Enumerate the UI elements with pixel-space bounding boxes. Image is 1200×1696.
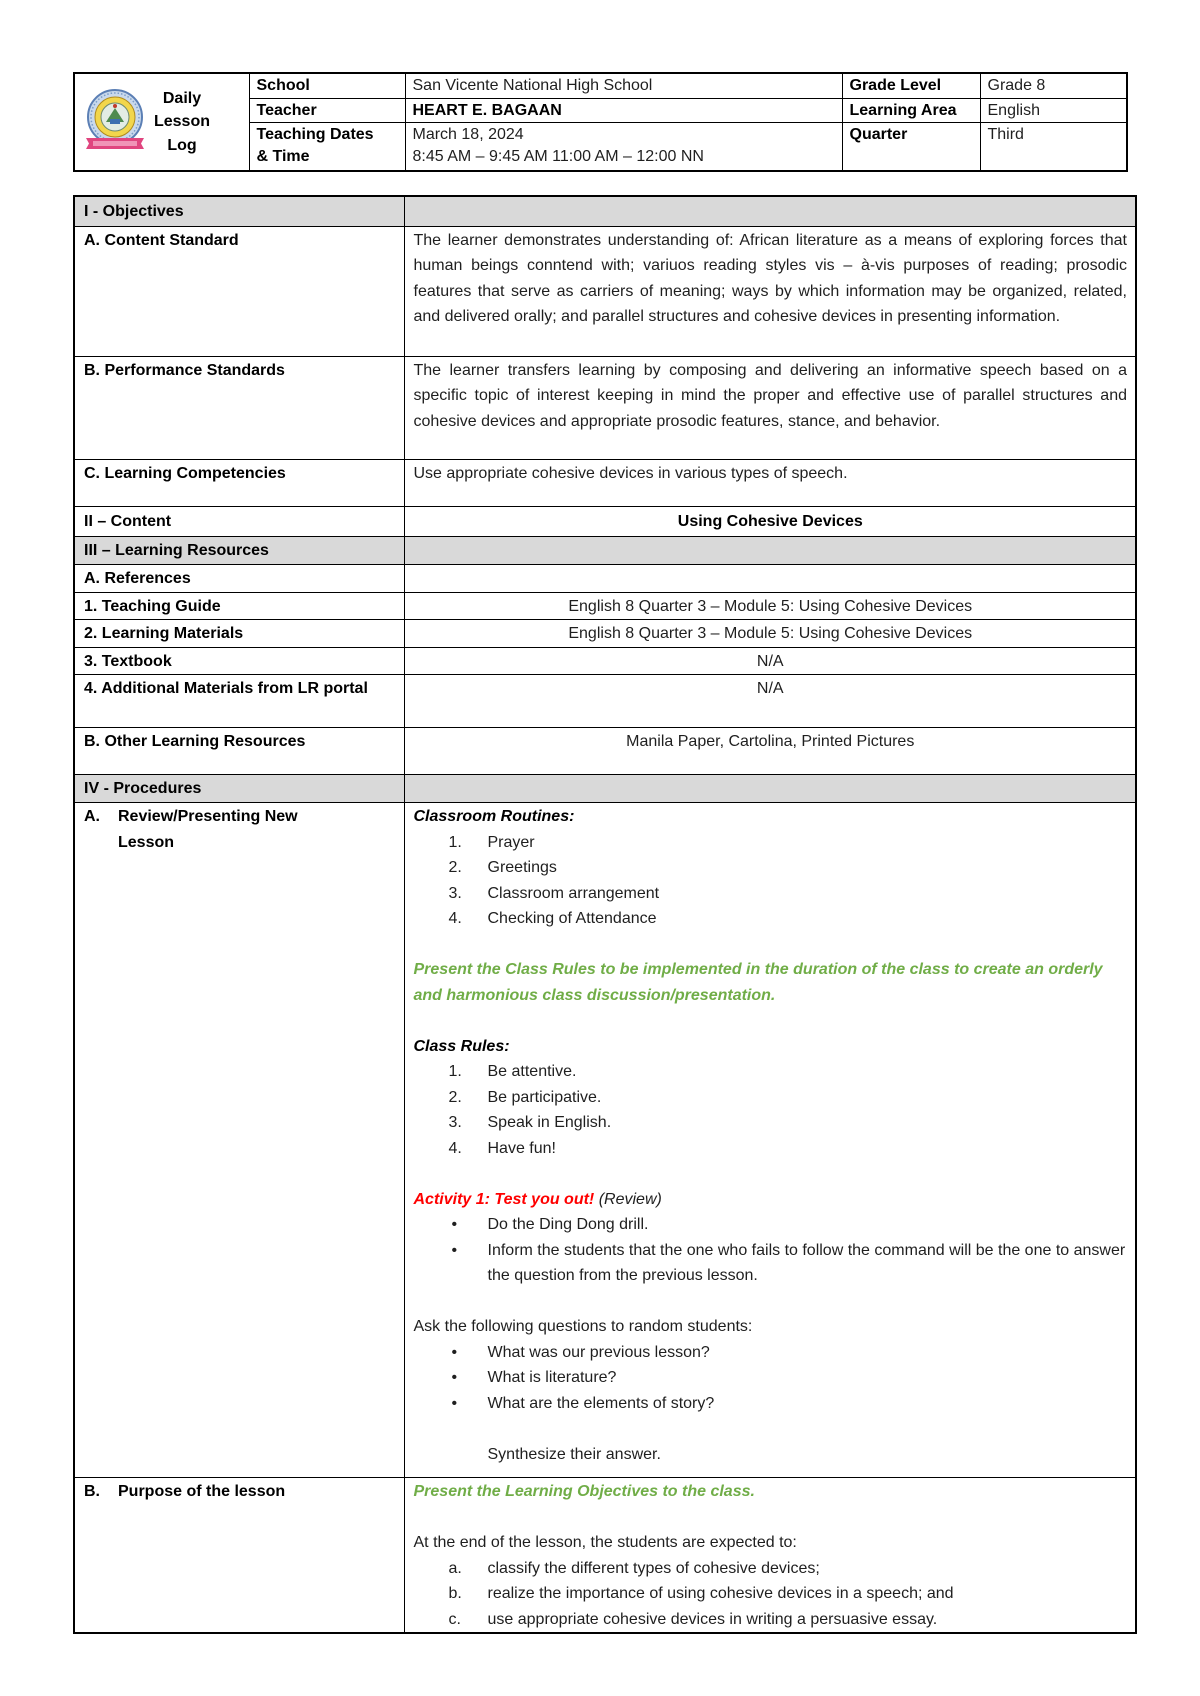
bullet-text: What are the elements of story?: [487, 1394, 715, 1412]
content-standard-text: The learner demonstrates understanding of: African literature as a means of exploring forces that human beings conntend with; variuos reading styles vis – à-vis purposes of reading; prosodic features that serve as carriers of meaning; ways by which information may be organized, related, and delivered orally; and parallel structures and cohesive devices in presenting information.: [404, 226, 1136, 356]
performance-standards-text: The learner transfers learning by composing and delivering an informative speech based on a specific topic of interest keeping in mind the proper and effective use of parallel structures and cohesive devices and appropriate prosodic features, stance, and behavior.: [404, 356, 1136, 459]
bullet-item: [414, 1391, 1128, 1417]
lesson-plan-table: [73, 195, 1137, 1634]
content-standard-row: [74, 226, 1136, 356]
school-value: San Vicente National High School: [405, 73, 842, 98]
content-topic: Using Cohesive Devices: [404, 506, 1136, 536]
grade-level-value: Grade 8: [980, 73, 1127, 98]
bullet-icon: [414, 1238, 488, 1289]
list-text: Speak in English.: [487, 1114, 612, 1131]
blank-line: [414, 1008, 1128, 1034]
grade-level-label: Grade Level: [842, 73, 980, 98]
blank-line: [414, 1416, 1128, 1442]
list-text: Be attentive.: [487, 1063, 577, 1080]
procedures-heading: IV - Procedures: [74, 775, 404, 803]
objectives-heading: I - Objectives: [74, 196, 404, 226]
list-text: Prayer: [487, 833, 535, 851]
review-label: [84, 804, 396, 855]
additional-materials-label: 4. Additional Materials from LR portal: [74, 675, 404, 728]
learning-area-value: English: [980, 98, 1127, 122]
section-fill-cell: [404, 775, 1136, 803]
daily-lesson-log-title: [149, 87, 215, 158]
procedures-section-row: [74, 775, 1136, 803]
performance-standards-label: B. Performance Standards: [74, 356, 404, 459]
purpose-row: [74, 1478, 1136, 1634]
list-item: [414, 855, 1128, 881]
list-item: [414, 1556, 1128, 1582]
list-item: [414, 1581, 1128, 1607]
school-seal-icon: [84, 89, 146, 155]
bullet-text: Do the Ding Dong drill.: [487, 1216, 649, 1233]
activity-tag: (Review): [598, 1190, 662, 1208]
bullet-icon: [414, 1365, 488, 1391]
teaching-guide-label: 1. Teaching Guide: [74, 592, 404, 620]
list-item: [414, 1110, 1128, 1136]
purpose-note: Present the Learning Objectives to the class.: [413, 1483, 755, 1500]
review-content-cell: [404, 803, 1136, 1478]
list-item: [414, 830, 1128, 856]
purpose-intro: At the end of the lesson, the students are expected to:: [413, 1534, 797, 1551]
additional-materials-row: [74, 675, 1136, 728]
bullet-icon: [414, 1340, 488, 1366]
teacher-label: Teacher: [249, 98, 405, 122]
list-text: classify the different types of cohesive devices;: [487, 1559, 820, 1577]
closing-instruction: Synthesize their answer.: [487, 1445, 661, 1463]
procedure-title: Review/Presenting New Lesson: [118, 808, 298, 851]
class-rules-note: Present the Class Rules to be implemented in the duration of the class to create an orderly and harmonious class discussion/presentation.: [413, 961, 1103, 1004]
logo-title-cell: [74, 73, 249, 171]
learning-materials-label: 2. Learning Materials: [74, 620, 404, 648]
list-item: [414, 881, 1128, 907]
teaching-dates-label-line: & Time: [256, 147, 310, 165]
blank-line: [414, 932, 1128, 958]
list-text: use appropriate cohesive devices in writing a persuasive essay.: [487, 1610, 938, 1628]
teaching-date: March 18, 2024: [412, 125, 524, 143]
list-marker: b.: [448, 1585, 462, 1602]
list-text: Checking of Attendance: [487, 910, 657, 927]
list-marker: 2.: [448, 1088, 462, 1106]
learning-competencies-text: Use appropriate cohesive devices in various types of speech.: [404, 459, 1136, 506]
learning-competencies-label: C. Learning Competencies: [74, 459, 404, 506]
list-text: Greetings: [487, 859, 557, 876]
class-rules-title: Class Rules:: [413, 1037, 510, 1055]
activity-heading: [414, 1187, 1128, 1213]
list-item: [414, 1085, 1128, 1111]
routines-title: Classroom Routines:: [413, 808, 575, 825]
list-marker: 1.: [448, 833, 462, 851]
title-line: Daily: [162, 89, 202, 107]
learning-resources-heading: III – Learning Resources: [74, 536, 404, 564]
content-standard-label: A. Content Standard: [74, 226, 404, 356]
procedure-title: Purpose of the lesson: [118, 1483, 286, 1500]
performance-standards-row: [74, 356, 1136, 459]
bullet-item: [414, 1212, 1128, 1238]
quarter-value: Third: [980, 122, 1127, 171]
procedure-marker: B.: [84, 1483, 100, 1500]
section-fill-cell: [404, 536, 1136, 564]
bullet-item: [414, 1238, 1128, 1289]
teaching-time: 8:45 AM – 9:45 AM 11:00 AM – 12:00 NN: [412, 147, 704, 165]
other-resources-value: Manila Paper, Cartolina, Printed Pictures: [404, 728, 1136, 775]
list-marker: 4.: [448, 1139, 462, 1157]
section-fill-cell: [404, 196, 1136, 226]
bullet-icon: [414, 1212, 488, 1238]
blank-line: [414, 1289, 1128, 1315]
purpose-content-cell: [404, 1478, 1136, 1634]
objectives-section-row: [74, 196, 1136, 226]
textbook-row: [74, 647, 1136, 675]
list-item: [414, 906, 1128, 932]
blank-line: [414, 1161, 1128, 1187]
list-item: [414, 1136, 1128, 1162]
list-marker: 3.: [448, 1114, 462, 1131]
title-line: Log: [167, 136, 197, 154]
learning-area-label: Learning Area: [842, 98, 980, 122]
brand-block: [75, 87, 249, 158]
list-marker: 4.: [448, 910, 462, 927]
list-item: [414, 1059, 1128, 1085]
bullet-item: [414, 1365, 1128, 1391]
list-marker: 3.: [448, 884, 462, 902]
quarter-label: Quarter: [842, 122, 980, 171]
bullet-text: Inform the students that the one who fails to follow the command will be the one to answer the question from the previous lesson.: [487, 1241, 1126, 1284]
list-marker: c.: [448, 1610, 461, 1628]
bullet-text: What is literature?: [487, 1369, 617, 1386]
list-marker: 1.: [448, 1063, 462, 1080]
activity-title: Activity 1: Test you out!: [413, 1190, 595, 1208]
list-marker: a.: [448, 1559, 462, 1577]
other-resources-label: B. Other Learning Resources: [74, 728, 404, 775]
references-value: [404, 564, 1136, 592]
list-item: [414, 1607, 1128, 1633]
learning-competencies-row: [74, 459, 1136, 506]
textbook-value: N/A: [404, 647, 1136, 675]
lesson-header-table: [73, 72, 1128, 172]
list-text: Be participative.: [487, 1088, 602, 1106]
teaching-guide-value: English 8 Quarter 3 – Module 5: Using Cohesive Devices: [404, 592, 1136, 620]
teacher-value: HEART E. BAGAAN: [405, 98, 842, 122]
learning-resources-section-row: [74, 536, 1136, 564]
teaching-dates-label-line: Teaching Dates: [256, 125, 374, 143]
teaching-dates-label: [249, 122, 405, 171]
purpose-label-cell: [74, 1478, 404, 1634]
list-text: Classroom arrangement: [487, 884, 660, 902]
teaching-guide-row: [74, 592, 1136, 620]
content-row: [74, 506, 1136, 536]
procedure-marker: A.: [84, 808, 100, 825]
other-resources-row: [74, 728, 1136, 775]
title-line: Lesson: [153, 113, 210, 131]
list-text: Have fun!: [487, 1139, 556, 1157]
school-label: School: [249, 73, 405, 98]
review-row: [74, 803, 1136, 1478]
teaching-dates-value: [405, 122, 842, 171]
review-label-cell: [74, 803, 404, 1478]
list-text: realize the importance of using cohesive devices in a speech; and: [487, 1585, 954, 1602]
additional-materials-value: N/A: [404, 675, 1136, 728]
purpose-label: [84, 1479, 396, 1505]
learning-materials-value: English 8 Quarter 3 – Module 5: Using Cohesive Devices: [404, 620, 1136, 648]
blank-line: [414, 1505, 1128, 1531]
questions-intro: Ask the following questions to random students:: [413, 1318, 753, 1335]
content-heading: II – Content: [74, 506, 404, 536]
bullet-icon: [414, 1391, 488, 1417]
textbook-label: 3. Textbook: [74, 647, 404, 675]
references-label: A. References: [74, 564, 404, 592]
bullet-text: What was our previous lesson?: [487, 1343, 710, 1361]
list-marker: 2.: [448, 859, 462, 876]
bullet-item: [414, 1340, 1128, 1366]
learning-materials-row: [74, 620, 1136, 648]
references-row: [74, 564, 1136, 592]
